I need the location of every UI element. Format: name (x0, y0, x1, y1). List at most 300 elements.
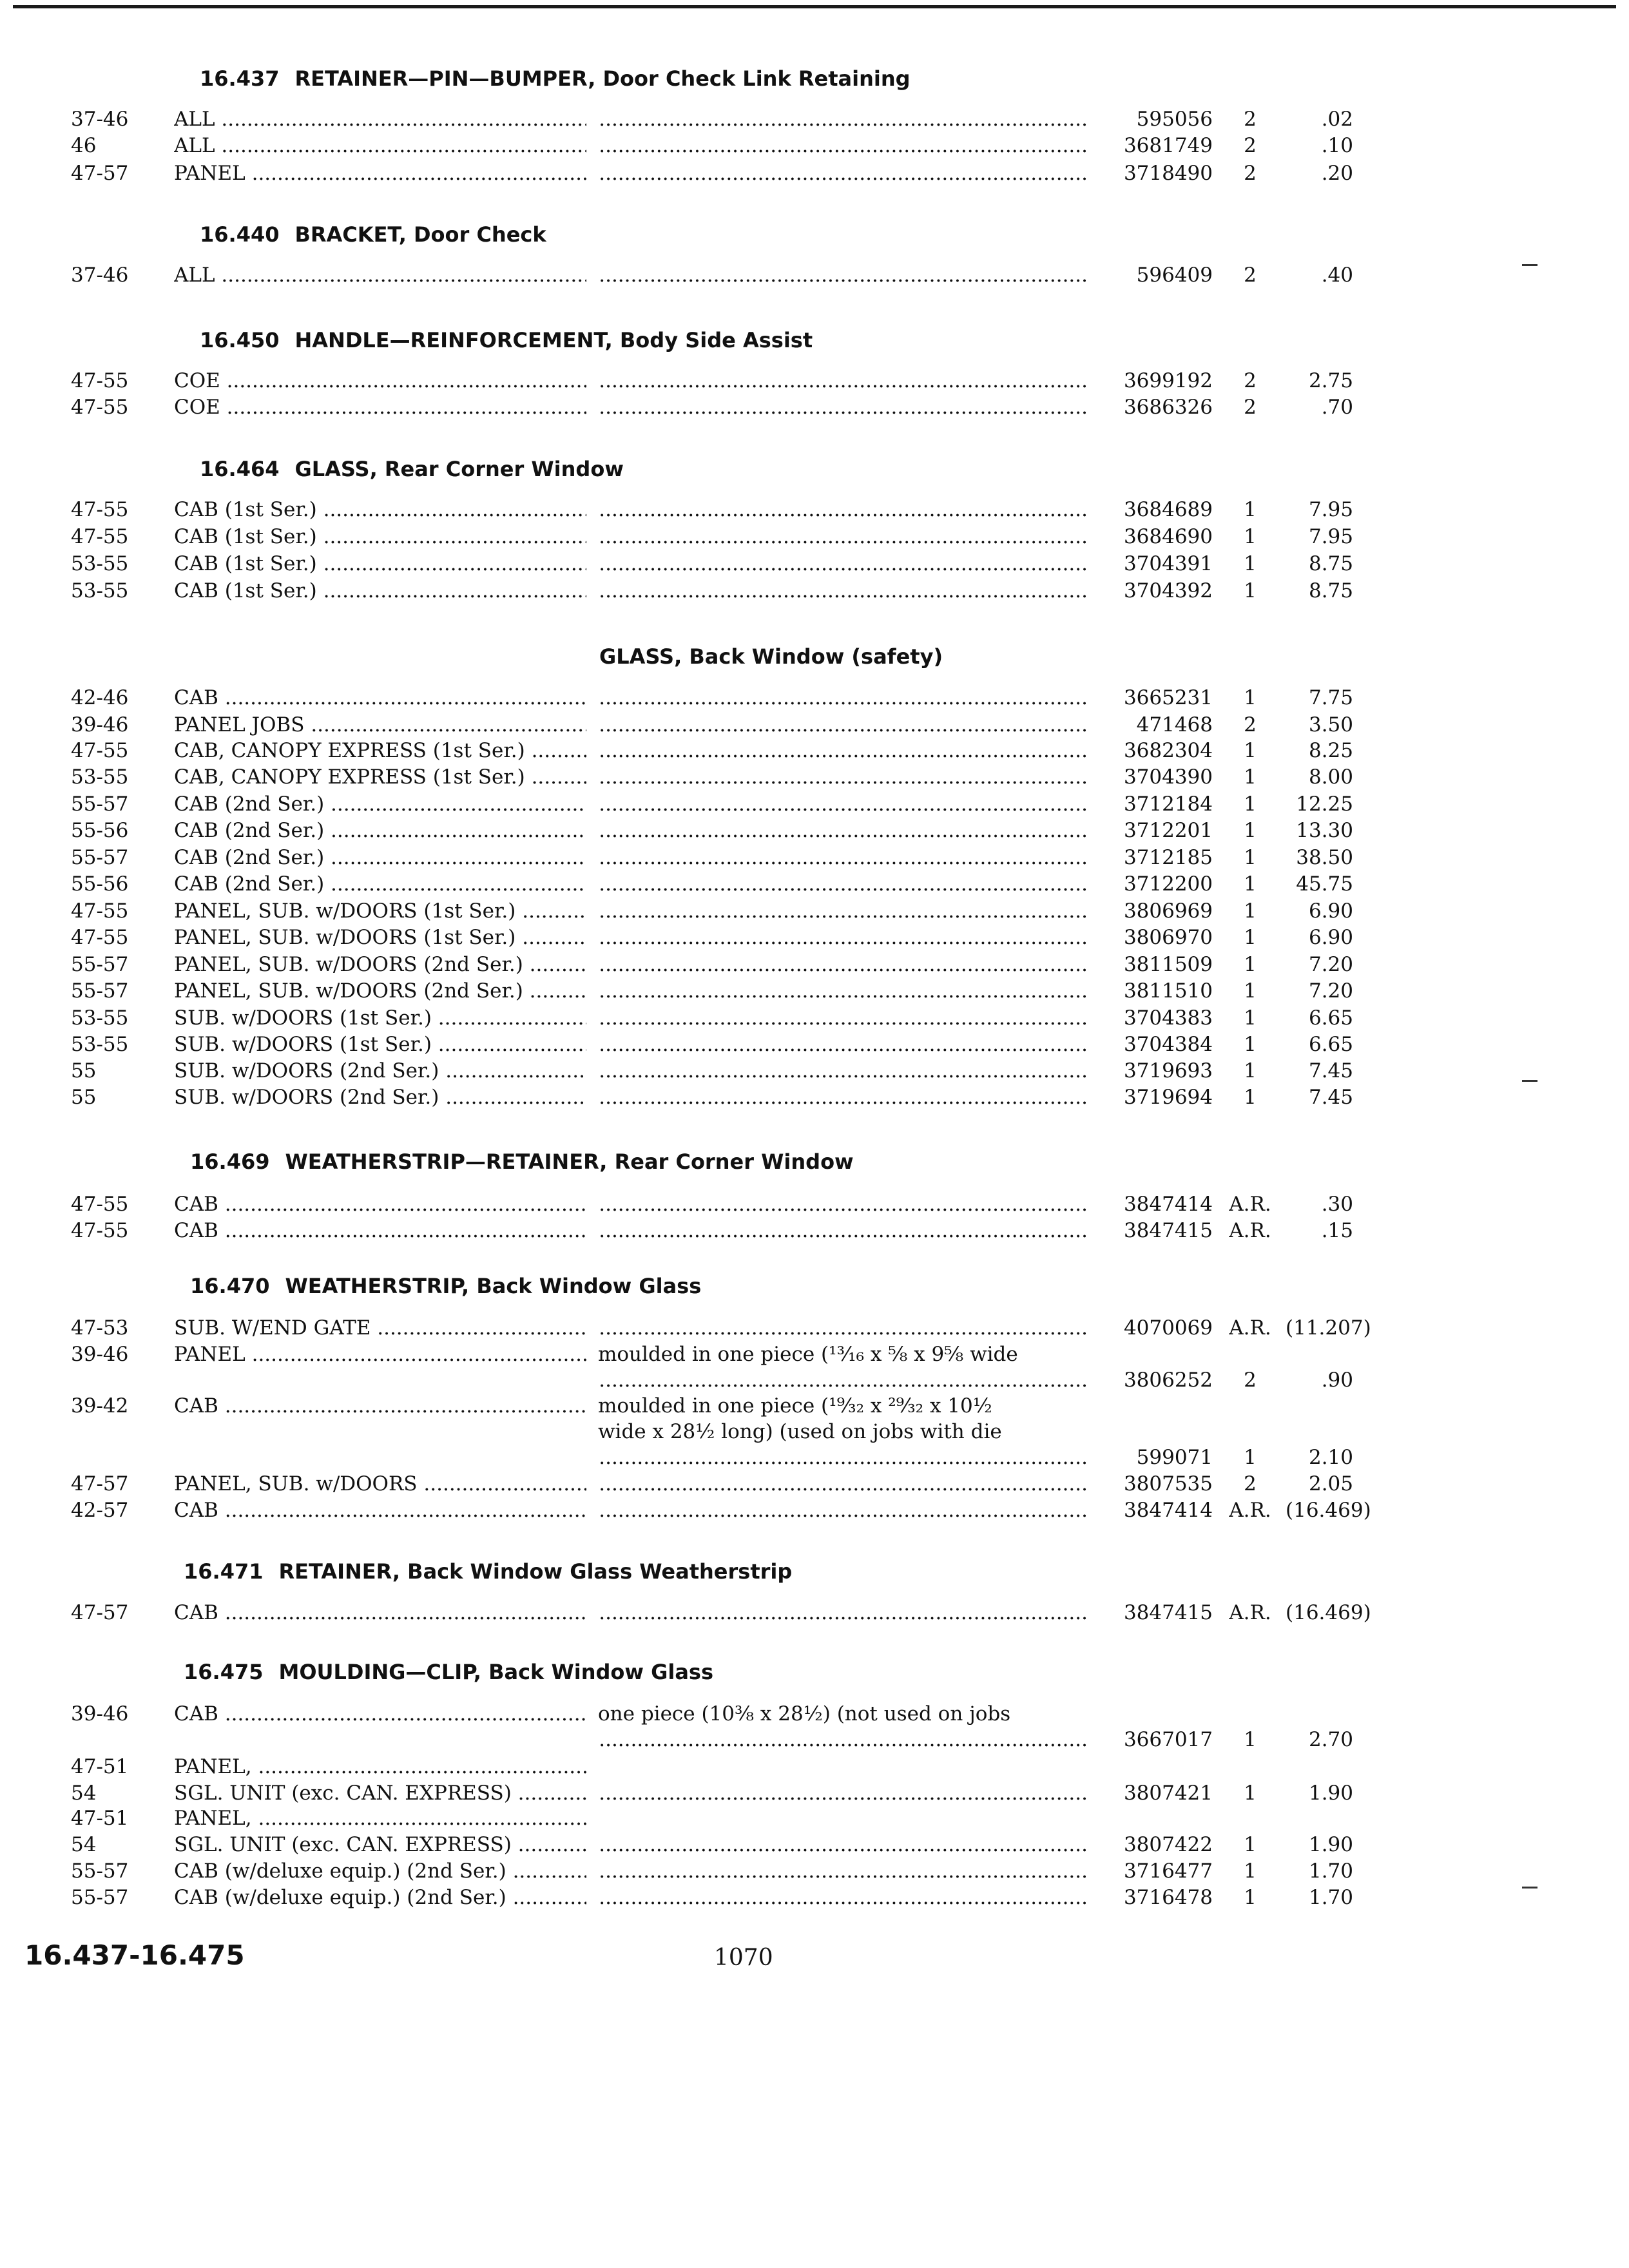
model-application: CAB ..... (174, 1600, 586, 1626)
part-description-text (598, 953, 1088, 976)
part-row (0, 1445, 1629, 1472)
part-description-text (598, 765, 1088, 789)
list-price: .15 (1321, 1219, 1353, 1242)
quantity: 1 (1244, 1833, 1257, 1856)
section-heading (200, 222, 546, 247)
quantity: 1 (1244, 686, 1257, 709)
part-description-text (598, 686, 1088, 709)
list-price: .70 (1321, 396, 1353, 419)
year-range: 47-55 (71, 926, 129, 949)
part-number: 3806252 (1123, 1369, 1213, 1392)
section-number: 16.475 (184, 1660, 264, 1684)
part-description (598, 712, 1088, 738)
part-description-text (598, 1601, 1088, 1624)
part-number: 3712185 (1123, 846, 1213, 869)
part-description (598, 1032, 1088, 1057)
list-price: 6.65 (1308, 1006, 1353, 1030)
model-application: PANEL, ..... (174, 1805, 586, 1831)
part-number: 3847414 (1123, 1193, 1213, 1216)
model-application: ALL ..... (174, 106, 586, 132)
year-range: 39-46 (71, 1343, 129, 1366)
part-description-text: wide x 28½ long) (used on jobs with die (598, 1420, 1002, 1443)
section-heading (190, 1149, 854, 1174)
model-application: SUB. W/END GATE ..... (174, 1315, 586, 1341)
part-description-text (598, 899, 1088, 923)
part-description (598, 1832, 1088, 1858)
part-description (598, 1367, 1088, 1393)
year-range: 55-57 (71, 953, 129, 976)
part-row (0, 1832, 1629, 1859)
part-row (0, 1471, 1629, 1498)
year-range: 53-55 (71, 1006, 129, 1030)
part-row (0, 578, 1629, 605)
quantity: 1 (1244, 552, 1257, 575)
model-application: CAB (2nd Ser.) ..... (174, 791, 586, 817)
part-number: 3807421 (1123, 1782, 1213, 1805)
part-description-text (598, 739, 1088, 762)
part-row (0, 1805, 1629, 1832)
year-range: 47-51 (71, 1755, 129, 1778)
part-number: 3704390 (1123, 765, 1213, 789)
part-description (598, 160, 1088, 186)
part-number: 3716478 (1123, 1886, 1213, 1909)
year-range: 47-55 (71, 899, 129, 923)
part-number: 3807535 (1123, 1472, 1213, 1495)
part-description-text (598, 846, 1088, 869)
part-description-text (598, 1860, 1088, 1883)
quantity: 1 (1244, 872, 1257, 896)
section-number: 16.437 (200, 66, 280, 91)
part-description (598, 1341, 1088, 1367)
quantity: 1 (1244, 525, 1257, 548)
part-description-text (598, 369, 1088, 392)
part-description-text: one piece (10⅜ x 28½) (not used on jobs (598, 1702, 1011, 1725)
part-number: 3716477 (1123, 1860, 1213, 1883)
part-number: 3847415 (1123, 1601, 1213, 1624)
year-range: 55 (71, 1059, 97, 1082)
quantity: 2 (1244, 134, 1257, 157)
part-row (0, 1005, 1629, 1032)
part-row (0, 791, 1629, 818)
quantity: 1 (1244, 979, 1257, 1003)
list-price: 7.45 (1308, 1086, 1353, 1109)
model-application: SUB. w/DOORS (2nd Ser.) ..... (174, 1084, 586, 1110)
year-range: 55-56 (71, 872, 129, 896)
model-application: PANEL, SUB. w/DOORS (1st Ser.) ..... (174, 898, 586, 924)
part-number: 3807422 (1123, 1833, 1213, 1856)
year-range: 47-55 (71, 369, 129, 392)
model-application: SUB. w/DOORS (2nd Ser.) ..... (174, 1058, 586, 1084)
part-row (0, 368, 1629, 395)
part-number: 596409 (1136, 264, 1213, 287)
section-title: MOULDING—CLIP, Back Window Glass (278, 1660, 714, 1684)
footer-page-number: 1070 (714, 1945, 773, 1971)
part-number: 3719693 (1123, 1059, 1213, 1082)
model-application: PANEL, SUB. w/DOORS ..... (174, 1471, 586, 1497)
list-price: 13.30 (1296, 819, 1353, 842)
part-row (0, 160, 1629, 187)
model-application: CAB, CANOPY EXPRESS (1st Ser.) ..... (174, 764, 586, 790)
part-number: 3704384 (1123, 1033, 1213, 1056)
part-description (598, 551, 1088, 577)
part-row (0, 1497, 1629, 1524)
quantity: 2 (1244, 264, 1257, 287)
part-row (0, 1367, 1629, 1394)
cross-reference: (16.469) (1286, 1601, 1371, 1624)
part-description-text (598, 396, 1088, 419)
part-description-text (598, 872, 1088, 896)
year-range: 55-57 (71, 846, 129, 869)
part-description-text (598, 1059, 1088, 1082)
quantity: 1 (1244, 953, 1257, 976)
model-application: CAB ..... (174, 1497, 586, 1523)
part-row (0, 898, 1629, 925)
part-description (598, 1393, 1088, 1419)
part-description (598, 1058, 1088, 1084)
section-title: WEATHERSTRIP, Back Window Glass (285, 1274, 702, 1298)
list-price: 2.10 (1308, 1446, 1353, 1469)
quantity: 1 (1244, 765, 1257, 789)
part-row (0, 685, 1629, 712)
part-description-text (598, 579, 1088, 602)
part-row (0, 1701, 1629, 1728)
year-range: 47-55 (71, 1193, 129, 1216)
part-row (0, 1885, 1629, 1912)
quantity: 1 (1244, 1728, 1257, 1751)
part-description-text (598, 1782, 1088, 1805)
part-description (598, 1600, 1088, 1626)
part-description-text (598, 264, 1088, 287)
part-description (598, 394, 1088, 420)
part-description-text (598, 979, 1088, 1003)
section-title: GLASS, Back Window (safety) (599, 644, 943, 669)
model-application: CAB ..... (174, 1191, 586, 1217)
list-price: 7.20 (1308, 979, 1353, 1003)
year-range: 55 (71, 1086, 97, 1109)
section-heading (200, 328, 813, 352)
section-number: 16.440 (200, 222, 280, 247)
list-price: .20 (1321, 162, 1353, 185)
model-application: CAB (1st Ser.) ..... (174, 578, 586, 604)
quantity: 1 (1244, 899, 1257, 923)
part-description-text (598, 1193, 1088, 1216)
model-application: CAB (1st Ser.) ..... (174, 524, 586, 550)
quantity: A.R. (1229, 1499, 1271, 1522)
year-range: 42-57 (71, 1499, 129, 1522)
part-row (0, 1191, 1629, 1218)
part-description (598, 738, 1088, 764)
part-number: 3704391 (1123, 552, 1213, 575)
year-range: 54 (71, 1833, 97, 1856)
list-price: 6.90 (1308, 926, 1353, 949)
part-number: 3811509 (1123, 953, 1213, 976)
model-application: CAB (w/deluxe equip.) (2nd Ser.) ..... (174, 1885, 586, 1910)
quantity: 1 (1244, 1033, 1257, 1056)
year-range: 46 (71, 134, 97, 157)
year-range: 47-57 (71, 1472, 129, 1495)
part-row (0, 262, 1629, 289)
part-description (598, 1858, 1088, 1884)
part-number: 3847414 (1123, 1499, 1213, 1522)
section-heading (190, 1274, 701, 1298)
year-range: 55-57 (71, 979, 129, 1003)
quantity: 1 (1244, 819, 1257, 842)
section-heading (200, 66, 911, 91)
quantity: A.R. (1229, 1316, 1271, 1340)
part-description (598, 524, 1088, 550)
part-description (598, 1419, 1088, 1445)
part-row (0, 133, 1629, 160)
part-description (598, 1780, 1088, 1806)
model-application: ALL ..... (174, 262, 586, 288)
section-number: 16.450 (200, 328, 280, 352)
cross-reference: (11.207) (1286, 1316, 1371, 1340)
quantity: 2 (1244, 369, 1257, 392)
quantity: 1 (1244, 1446, 1257, 1469)
quantity: 1 (1244, 1860, 1257, 1883)
year-range: 39-42 (71, 1394, 129, 1418)
part-row (0, 1058, 1629, 1085)
part-row (0, 551, 1629, 578)
model-application: CAB (2nd Ser.) ..... (174, 818, 586, 843)
year-range: 55-56 (71, 819, 129, 842)
part-description-text (598, 1499, 1088, 1522)
quantity: 2 (1244, 108, 1257, 131)
quantity: A.R. (1229, 1219, 1271, 1242)
part-number: 3811510 (1123, 979, 1213, 1003)
list-price: .10 (1321, 134, 1353, 157)
part-row (0, 712, 1629, 739)
model-application: CAB ..... (174, 1701, 586, 1727)
part-number: 3806969 (1123, 899, 1213, 923)
model-application: CAB (1st Ser.) ..... (174, 497, 586, 523)
list-price: 6.90 (1308, 899, 1353, 923)
quantity: 1 (1244, 579, 1257, 602)
year-range: 47-53 (71, 1316, 129, 1340)
section-title: BRACKET, Door Check (294, 222, 546, 247)
part-description (598, 1084, 1088, 1110)
model-application: CAB (w/deluxe equip.) (2nd Ser.) ..... (174, 1858, 586, 1884)
list-price: 8.25 (1308, 739, 1353, 762)
year-range: 37-46 (71, 264, 129, 287)
part-number: 3699192 (1123, 369, 1213, 392)
list-price: 8.75 (1308, 552, 1353, 575)
part-description-text (598, 552, 1088, 575)
model-application: PANEL JOBS ..... (174, 712, 586, 738)
quantity: 1 (1244, 1086, 1257, 1109)
part-description (598, 978, 1088, 1004)
part-description-text (598, 793, 1088, 816)
part-row (0, 978, 1629, 1005)
quantity: 2 (1244, 162, 1257, 185)
section-title: HANDLE—REINFORCEMENT, Body Side Assist (294, 328, 813, 352)
part-description (598, 133, 1088, 159)
part-description (598, 368, 1088, 394)
list-price: .02 (1321, 108, 1353, 131)
part-number: 3681749 (1123, 134, 1213, 157)
part-number: 3684689 (1123, 498, 1213, 521)
part-row (0, 497, 1629, 524)
model-application: ALL ..... (174, 133, 586, 159)
part-description (598, 1471, 1088, 1497)
list-price: 7.20 (1308, 953, 1353, 976)
part-number: 3686326 (1123, 396, 1213, 419)
part-description (598, 952, 1088, 977)
list-price: 7.75 (1308, 686, 1353, 709)
section-title: RETAINER, Back Window Glass Weatherstrip (278, 1559, 793, 1584)
year-range: 42-46 (71, 686, 129, 709)
list-price: 7.95 (1308, 498, 1353, 521)
list-price: 1.90 (1308, 1833, 1353, 1856)
quantity: 1 (1244, 739, 1257, 762)
model-application: SGL. UNIT (exc. CAN. EXPRESS) ..... (174, 1780, 586, 1806)
list-price: 1.70 (1308, 1886, 1353, 1909)
model-application: PANEL ..... (174, 160, 586, 186)
part-description (598, 1191, 1088, 1217)
year-range: 55-57 (71, 1860, 129, 1883)
part-description-text (598, 1316, 1088, 1340)
part-number: 3712200 (1123, 872, 1213, 896)
section-number: 16.464 (200, 457, 280, 481)
list-price: 6.65 (1308, 1033, 1353, 1056)
part-row (0, 764, 1629, 791)
part-row (0, 845, 1629, 872)
cross-reference: (16.469) (1286, 1499, 1371, 1522)
year-range: 47-55 (71, 739, 129, 762)
quantity: 2 (1244, 1369, 1257, 1392)
part-number: 3806970 (1123, 926, 1213, 949)
part-number: 3718490 (1123, 162, 1213, 185)
part-description (598, 578, 1088, 604)
year-range: 47-57 (71, 162, 129, 185)
part-row (0, 925, 1629, 952)
part-number: 3847415 (1123, 1219, 1213, 1242)
year-range: 54 (71, 1782, 97, 1805)
model-application: SGL. UNIT (exc. CAN. EXPRESS) ..... (174, 1832, 586, 1858)
quantity: 1 (1244, 1059, 1257, 1082)
model-application: CAB ..... (174, 1218, 586, 1244)
part-row (0, 394, 1629, 421)
model-application: PANEL, SUB. w/DOORS (1st Ser.) ..... (174, 925, 586, 950)
part-row (0, 1754, 1629, 1781)
footer-section-range: 16.437-16.475 (24, 1939, 245, 1971)
year-range: 47-55 (71, 396, 129, 419)
list-price: 1.90 (1308, 1782, 1353, 1805)
model-application: SUB. w/DOORS (1st Ser.) ..... (174, 1005, 586, 1031)
year-range: 47-57 (71, 1601, 129, 1624)
part-description-text (598, 1728, 1088, 1751)
part-description-text (598, 498, 1088, 521)
quantity: 1 (1244, 498, 1257, 521)
quantity: 1 (1244, 846, 1257, 869)
part-number: 3704383 (1123, 1006, 1213, 1030)
section-title: WEATHERSTRIP—RETAINER, Rear Corner Window (285, 1149, 854, 1174)
part-row (0, 952, 1629, 979)
part-description-text (598, 1446, 1088, 1469)
list-price: 7.45 (1308, 1059, 1353, 1082)
section-number: 16.469 (190, 1149, 270, 1174)
year-range: 37-46 (71, 108, 129, 131)
part-number: 3667017 (1123, 1728, 1213, 1751)
part-row (0, 1600, 1629, 1627)
quantity: 2 (1244, 396, 1257, 419)
part-row (0, 1727, 1629, 1754)
part-description-text (598, 819, 1088, 842)
list-price: 45.75 (1296, 872, 1353, 896)
section-heading (599, 644, 943, 669)
section-title: GLASS, Rear Corner Window (294, 457, 624, 481)
part-description-text (598, 926, 1088, 949)
quantity: 1 (1244, 1782, 1257, 1805)
model-application: CAB (1st Ser.) ..... (174, 551, 586, 577)
part-number: 3704392 (1123, 579, 1213, 602)
part-description (598, 685, 1088, 711)
quantity: A.R. (1229, 1193, 1271, 1216)
quantity: 1 (1244, 793, 1257, 816)
part-description (598, 764, 1088, 790)
part-description-text (598, 134, 1088, 157)
section-number: 16.471 (184, 1559, 264, 1584)
year-range: 39-46 (71, 1702, 129, 1725)
year-range: 55-57 (71, 793, 129, 816)
part-description (598, 1005, 1088, 1031)
part-description (598, 845, 1088, 870)
part-description-text (598, 713, 1088, 736)
quantity: 2 (1244, 1472, 1257, 1495)
year-range: 39-46 (71, 713, 129, 736)
part-description (598, 262, 1088, 288)
list-price: 3.50 (1308, 713, 1353, 736)
quantity: 1 (1244, 1886, 1257, 1909)
list-price: 38.50 (1296, 846, 1353, 869)
part-description (598, 898, 1088, 924)
part-description-text (598, 1033, 1088, 1056)
list-price: 2.05 (1308, 1472, 1353, 1495)
model-application: PANEL, ..... (174, 1754, 586, 1780)
part-description-text (598, 1369, 1088, 1392)
part-row (0, 1218, 1629, 1245)
list-price: 12.25 (1296, 793, 1353, 816)
section-heading (200, 457, 624, 481)
part-number: 3665231 (1123, 686, 1213, 709)
model-application: CAB ..... (174, 1393, 586, 1419)
part-description-text: moulded in one piece (¹³⁄₁₆ x ⅝ x 9⅝ wide (598, 1343, 1018, 1366)
part-row (0, 1780, 1629, 1807)
part-number: 599071 (1136, 1446, 1213, 1469)
section-heading (184, 1660, 713, 1684)
list-price: .40 (1321, 264, 1353, 287)
part-description (598, 925, 1088, 950)
part-description-text (598, 1219, 1088, 1242)
part-number: 595056 (1136, 108, 1213, 131)
part-description-text (598, 525, 1088, 548)
list-price: 8.00 (1308, 765, 1353, 789)
list-price: 8.75 (1308, 579, 1353, 602)
part-description (598, 791, 1088, 817)
part-row (0, 1341, 1629, 1369)
part-description-text (598, 1006, 1088, 1030)
part-row (0, 524, 1629, 551)
quantity: 2 (1244, 713, 1257, 736)
part-description (598, 106, 1088, 132)
model-application: CAB ..... (174, 685, 586, 711)
part-description (598, 1701, 1088, 1727)
top-rule (13, 5, 1616, 8)
section-number: 16.470 (190, 1274, 270, 1298)
year-range: 47-55 (71, 498, 129, 521)
list-price: 7.95 (1308, 525, 1353, 548)
quantity: 1 (1244, 926, 1257, 949)
